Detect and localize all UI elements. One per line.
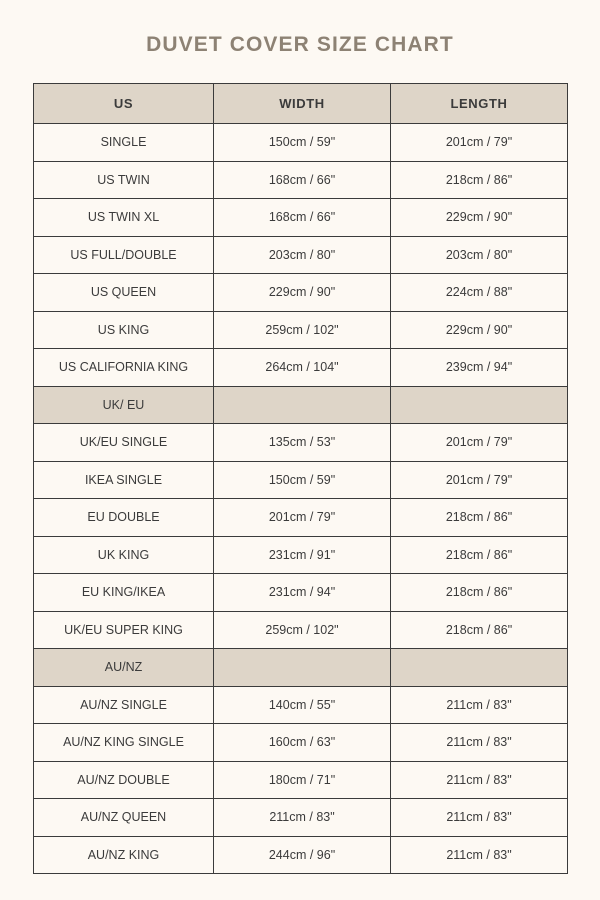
- row-size-name: AU/NZ QUEEN: [34, 799, 214, 837]
- row-width-value: 211cm / 83": [214, 799, 391, 837]
- column-header-us: US: [34, 84, 214, 124]
- row-width-value: 229cm / 90": [214, 274, 391, 312]
- row-size-name: US QUEEN: [34, 274, 214, 312]
- row-width-value: 150cm / 59": [214, 461, 391, 499]
- row-width-value: 168cm / 66": [214, 199, 391, 237]
- row-size-name: US KING: [34, 311, 214, 349]
- row-length-value: 218cm / 86": [391, 536, 568, 574]
- row-size-name: AU/NZ SINGLE: [34, 686, 214, 724]
- row-length-value: 211cm / 83": [391, 761, 568, 799]
- row-width-value: 231cm / 91": [214, 536, 391, 574]
- row-length-value: 211cm / 83": [391, 799, 568, 837]
- table-row: [34, 424, 568, 462]
- row-length-value: 218cm / 86": [391, 161, 568, 199]
- row-width-value: 201cm / 79": [214, 499, 391, 537]
- table-row: [34, 836, 568, 874]
- row-length-value: 218cm / 86": [391, 611, 568, 649]
- column-header-width: WIDTH: [214, 84, 391, 124]
- row-length-value: 239cm / 94": [391, 349, 568, 387]
- row-size-name: SINGLE: [34, 124, 214, 162]
- row-length-value: 211cm / 83": [391, 686, 568, 724]
- row-size-name: UK/EU SUPER KING: [34, 611, 214, 649]
- row-size-name: AU/NZ DOUBLE: [34, 761, 214, 799]
- row-size-name: US TWIN: [34, 161, 214, 199]
- row-size-name: AU/NZ KING: [34, 836, 214, 874]
- row-size-name: UK KING: [34, 536, 214, 574]
- table-row: [34, 124, 568, 162]
- table-row: [34, 274, 568, 312]
- row-size-name: EU KING/IKEA: [34, 574, 214, 612]
- table-row: [34, 311, 568, 349]
- row-width-value: [214, 649, 391, 687]
- row-length-value: 229cm / 90": [391, 199, 568, 237]
- row-width-value: 168cm / 66": [214, 161, 391, 199]
- table-row: [34, 536, 568, 574]
- row-length-value: 218cm / 86": [391, 574, 568, 612]
- row-width-value: 135cm / 53": [214, 424, 391, 462]
- table-row: [34, 499, 568, 537]
- table-row: [34, 574, 568, 612]
- table-row: [34, 611, 568, 649]
- row-size-name: AU/NZ KING SINGLE: [34, 724, 214, 762]
- row-width-value: 140cm / 55": [214, 686, 391, 724]
- table-section-row: [34, 649, 568, 687]
- table-row: [34, 161, 568, 199]
- row-length-value: 218cm / 86": [391, 499, 568, 537]
- row-width-value: 150cm / 59": [214, 124, 391, 162]
- row-width-value: 180cm / 71": [214, 761, 391, 799]
- row-length-value: 211cm / 83": [391, 724, 568, 762]
- section-label: UK/ EU: [34, 386, 214, 424]
- table-row: [34, 199, 568, 237]
- row-width-value: 259cm / 102": [214, 611, 391, 649]
- row-length-value: [391, 649, 568, 687]
- row-width-value: 259cm / 102": [214, 311, 391, 349]
- row-length-value: 201cm / 79": [391, 461, 568, 499]
- table-row: [34, 686, 568, 724]
- row-length-value: 201cm / 79": [391, 424, 568, 462]
- column-header-length: LENGTH: [391, 84, 568, 124]
- row-size-name: EU DOUBLE: [34, 499, 214, 537]
- row-length-value: 211cm / 83": [391, 836, 568, 874]
- table-row: [34, 799, 568, 837]
- row-width-value: 160cm / 63": [214, 724, 391, 762]
- table-header: [34, 84, 568, 124]
- row-length-value: 224cm / 88": [391, 274, 568, 312]
- table-row: [34, 461, 568, 499]
- section-label: AU/NZ: [34, 649, 214, 687]
- row-length-value: 201cm / 79": [391, 124, 568, 162]
- table-row: [34, 724, 568, 762]
- row-width-value: [214, 386, 391, 424]
- table-row: [34, 349, 568, 387]
- table-section-row: [34, 386, 568, 424]
- size-chart-table: [33, 83, 568, 874]
- row-size-name: US CALIFORNIA KING: [34, 349, 214, 387]
- row-size-name: US TWIN XL: [34, 199, 214, 237]
- row-size-name: US FULL/DOUBLE: [34, 236, 214, 274]
- row-size-name: IKEA SINGLE: [34, 461, 214, 499]
- table-body: [34, 124, 568, 874]
- row-width-value: 231cm / 94": [214, 574, 391, 612]
- row-width-value: 264cm / 104": [214, 349, 391, 387]
- row-width-value: 244cm / 96": [214, 836, 391, 874]
- page-title: DUVET COVER SIZE CHART: [146, 33, 454, 56]
- size-chart-table-wrapper: [33, 83, 567, 874]
- row-width-value: 203cm / 80": [214, 236, 391, 274]
- table-row: [34, 236, 568, 274]
- table-header-row: [34, 84, 568, 124]
- row-length-value: [391, 386, 568, 424]
- row-length-value: 203cm / 80": [391, 236, 568, 274]
- row-size-name: UK/EU SINGLE: [34, 424, 214, 462]
- table-row: [34, 761, 568, 799]
- row-length-value: 229cm / 90": [391, 311, 568, 349]
